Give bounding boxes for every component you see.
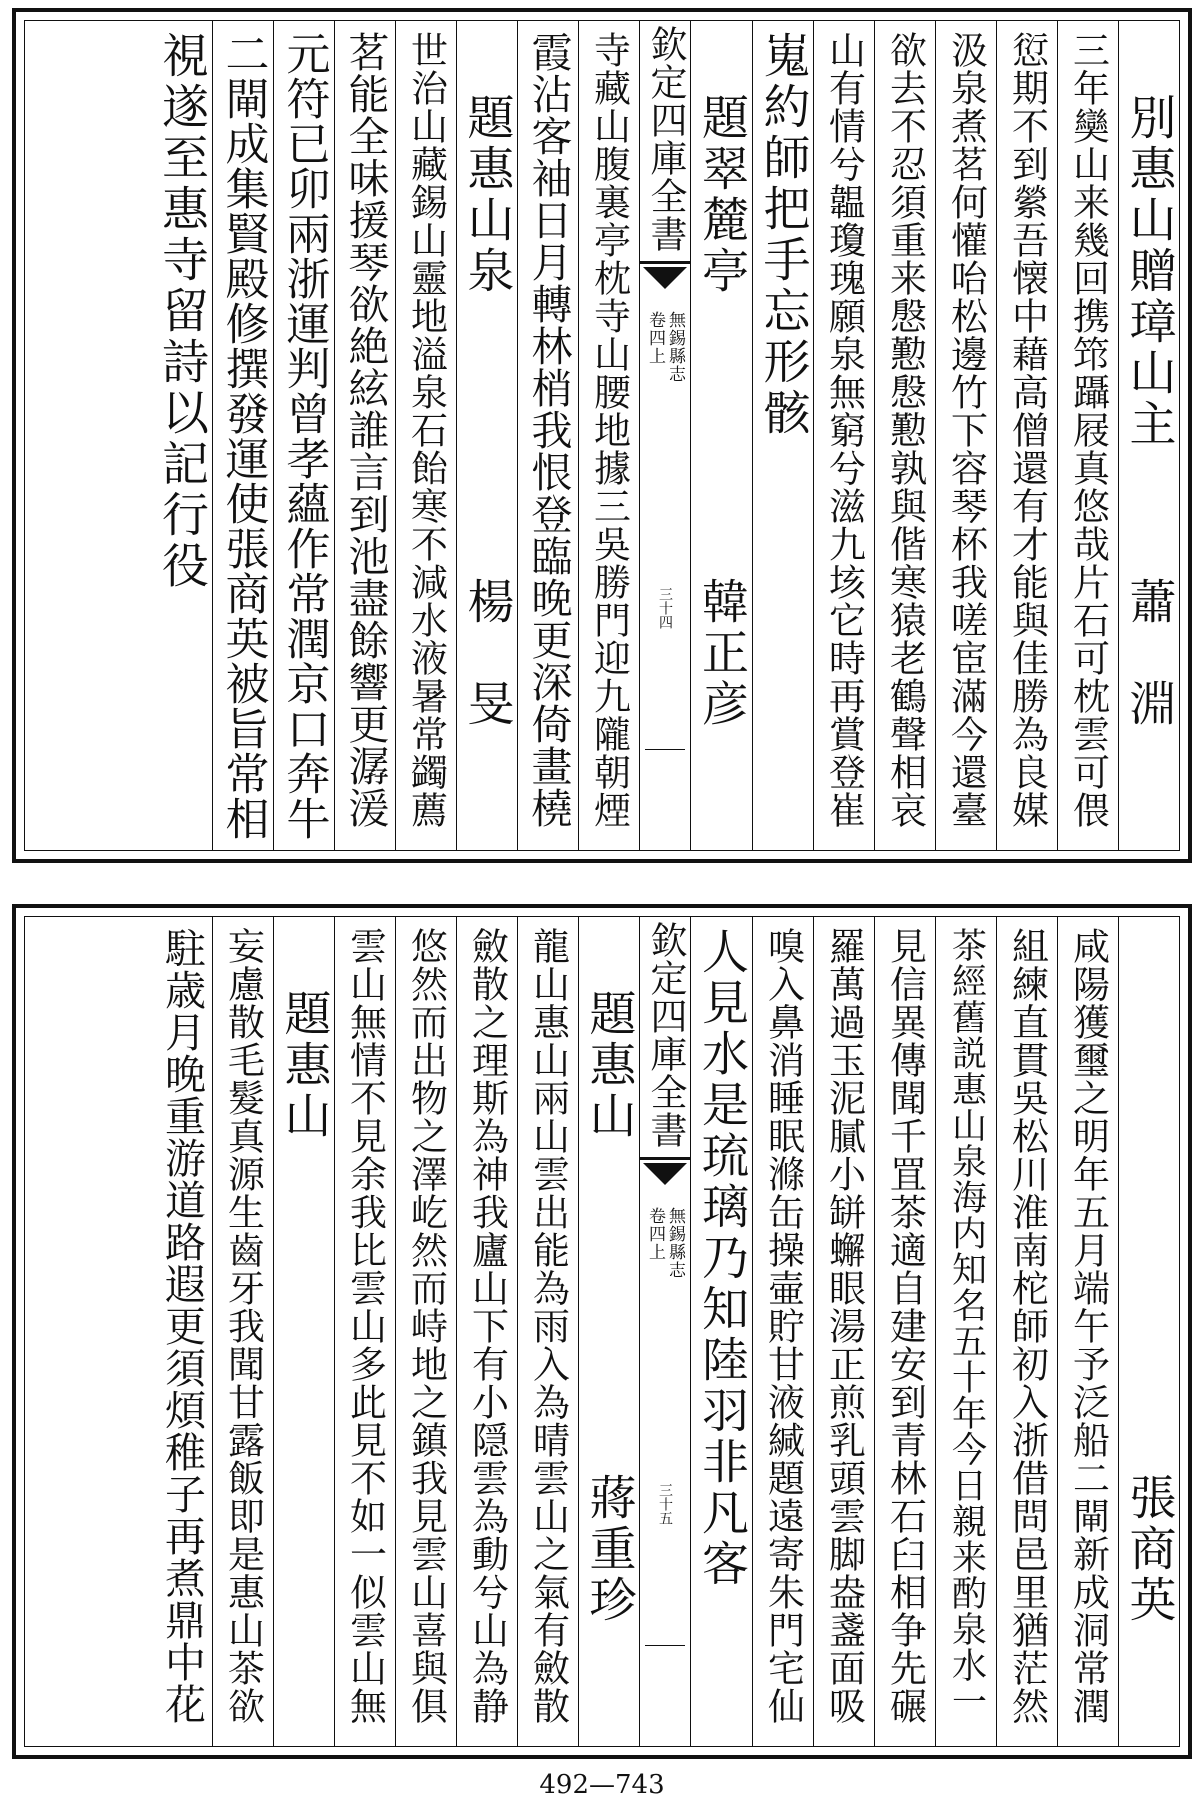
column-text: 茗能全味援琴欲絶絃誰言到池盡餘響更潺湲 bbox=[341, 31, 390, 829]
column-text: 人見水是琉璃乃知陸羽非凡客 bbox=[694, 927, 749, 1590]
fishtail-mark bbox=[639, 261, 691, 305]
volume-label: 卷四上 bbox=[645, 1207, 665, 1261]
text-column bbox=[874, 917, 935, 1746]
poem-title-column bbox=[578, 917, 639, 1746]
book-title: 無錫縣志 bbox=[665, 1207, 685, 1279]
column-text: 悠然而出物之澤屹然而峙地之鎮我見雲山喜與俱 bbox=[404, 927, 448, 1725]
poem-title-column bbox=[1118, 917, 1179, 1746]
poem-title-column bbox=[691, 21, 752, 850]
column-text: 茶經舊説惠山泉海内知名五十年今日親来酌泉水一 bbox=[946, 927, 987, 1719]
poem-title-column bbox=[1118, 21, 1179, 850]
page-inner-frame bbox=[24, 20, 1180, 851]
folio-number: 三十五 bbox=[657, 1483, 673, 1525]
column-text: 世治山藏錫山靈地溢泉石飴寒不減水液暑常蠲薦 bbox=[404, 31, 448, 829]
column-text: 嗅入鼻消睡眠滌缶操壷貯甘液緘題遠寄朱門宅仙 bbox=[761, 927, 805, 1725]
text-column bbox=[456, 917, 517, 1746]
text-column bbox=[752, 21, 813, 850]
column-text: 駐歳月晚重游道路遐更須煩稚子再煮鼎中花 bbox=[158, 927, 206, 1725]
page-number: 492—743 bbox=[539, 1770, 665, 1800]
fold-tick bbox=[645, 749, 685, 750]
column-text: 汲泉煮茗何懽咍松邊竹下容琴杯我嗟宦滿今還臺 bbox=[944, 31, 988, 829]
column-text: 雲山無情不見余我比雲山多此見不如一似雲山無 bbox=[343, 927, 387, 1725]
column-text: 妄慮散毛髮真源生齒牙我聞甘露飯即是惠山茶欲 bbox=[221, 927, 265, 1725]
column-text: 嵬約師把手忘形骸 bbox=[755, 31, 811, 439]
column-text: 霞沾客袖日月轉林梢我恨登臨晚更深倚畫橈 bbox=[524, 31, 573, 829]
poem-title: 題翠麓亭 bbox=[694, 93, 749, 297]
text-column bbox=[517, 917, 578, 1746]
fold-meta bbox=[645, 311, 685, 383]
folio-number: 三十四 bbox=[657, 587, 673, 629]
page-top bbox=[12, 8, 1192, 863]
column-text: 視遂至惠寺留詩以記行役 bbox=[154, 31, 209, 592]
column-text: 欲去不忍須重来慇懃慇懃孰與偕寒猿老鶴聲相哀 bbox=[883, 31, 927, 829]
poem-title-column bbox=[273, 917, 334, 1746]
column-text: 二閘成集賢殿修撰發運使張商英被旨常相 bbox=[217, 31, 269, 841]
poem-title: 題惠山 bbox=[581, 989, 637, 1142]
text-column bbox=[935, 917, 996, 1746]
page-bottom bbox=[12, 904, 1192, 1759]
text-column bbox=[996, 917, 1057, 1746]
column-text: 羅萬過玉泥膩小缾蠏眼湯正煎乳頭雲脚盎盞面吸 bbox=[822, 927, 866, 1725]
column-text: 愆期不到縈吾懐中藉高僧還有才能與佳勝為良媒 bbox=[1005, 31, 1049, 829]
fold-center bbox=[639, 21, 691, 850]
text-column bbox=[578, 21, 639, 850]
text-column bbox=[334, 21, 395, 850]
volume-label: 卷四上 bbox=[645, 311, 665, 365]
text-column bbox=[334, 917, 395, 1746]
text-column bbox=[996, 21, 1057, 850]
poem-title: 題惠山 bbox=[276, 989, 332, 1142]
column-text: 三年奱山来幾回携筇躡屐真悠哉片石可枕雲可偎 bbox=[1066, 31, 1110, 829]
column-text: 寺藏山腹裏亭枕寺山腰地據三吳勝門迎九隴朝煙 bbox=[587, 31, 631, 829]
text-column bbox=[212, 917, 273, 1746]
page-inner-frame bbox=[24, 916, 1180, 1747]
text-column bbox=[151, 917, 212, 1746]
poem-author: 楊 旻 bbox=[459, 577, 515, 730]
poem-title: 別惠山贈璋山主 bbox=[1121, 93, 1177, 450]
poem-author: 蔣重珍 bbox=[581, 1473, 637, 1626]
text-column bbox=[151, 21, 212, 850]
text-column bbox=[273, 21, 334, 850]
column-text: 見信異傳聞千罝茶適自建安到青林石臼相争先碾 bbox=[883, 927, 927, 1725]
text-column bbox=[1057, 917, 1118, 1746]
text-column bbox=[395, 21, 456, 850]
text-column bbox=[395, 917, 456, 1746]
poem-title-column bbox=[456, 21, 517, 850]
column-text: 龍山惠山兩山雲出能為雨入為晴雲山之氣有斂散 bbox=[526, 927, 570, 1725]
fold-center bbox=[639, 917, 691, 1746]
text-column bbox=[517, 21, 578, 850]
column-text: 斂散之理斯為神我廬山下有小隠雲為動兮山為静 bbox=[465, 927, 509, 1725]
text-column bbox=[691, 917, 752, 1746]
text-column bbox=[752, 917, 813, 1746]
library-title: 欽定四庫全書 bbox=[644, 25, 687, 253]
poem-author: 蕭 淵 bbox=[1121, 577, 1177, 730]
column-text: 山有情兮韞瓊瑰願泉無窮兮滋九垓它時再賞登崔 bbox=[822, 31, 866, 829]
text-column bbox=[813, 21, 874, 850]
poem-author: 張商英 bbox=[1121, 1473, 1177, 1626]
fold-meta bbox=[645, 1207, 685, 1279]
column-text: 咸陽獲璽之明年五月端午予泛船二閘新成洞常潤 bbox=[1066, 927, 1110, 1725]
text-column bbox=[212, 21, 273, 850]
fishtail-mark bbox=[639, 1157, 691, 1201]
text-column bbox=[1057, 21, 1118, 850]
book-title: 無錫縣志 bbox=[665, 311, 685, 383]
text-column bbox=[813, 917, 874, 1746]
library-title: 欽定四庫全書 bbox=[644, 921, 687, 1149]
column-text: 元符已卯兩浙運判曾孝蘊作常潤京口奔牛 bbox=[278, 31, 330, 841]
text-column bbox=[874, 21, 935, 850]
column-text: 組練直貫吳松川淮南柁師初入浙借問邑里猶茫然 bbox=[1005, 927, 1049, 1725]
fold-tick bbox=[645, 1645, 685, 1646]
text-column bbox=[935, 21, 996, 850]
poem-author: 韓正彦 bbox=[694, 577, 749, 730]
poem-title: 題惠山泉 bbox=[459, 93, 515, 297]
